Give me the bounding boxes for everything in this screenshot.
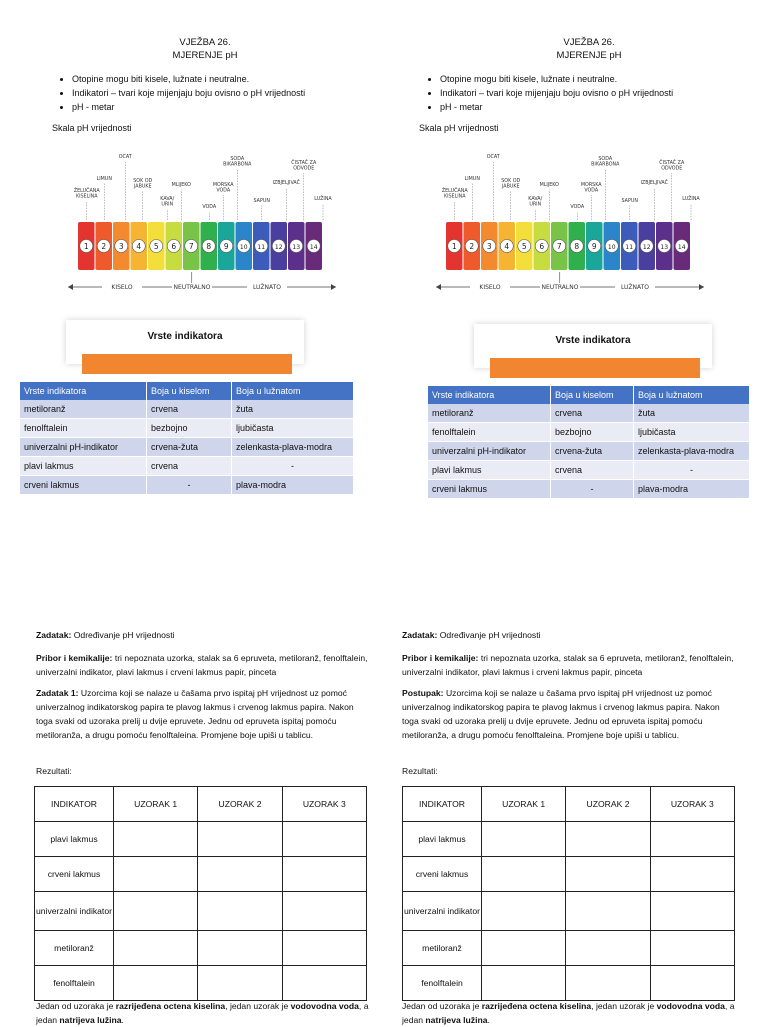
ph-number: 12	[642, 244, 651, 251]
footer-text: , jedan uzorak je	[225, 1001, 291, 1011]
base-color-header: Boja u lužnatom	[634, 386, 750, 404]
ph-number: 1	[83, 242, 89, 251]
results-header: UZORAK 2	[566, 787, 650, 822]
indicator-types-card	[66, 320, 304, 364]
label-soap: SAPUN	[621, 199, 638, 204]
indicator-label: plavi lakmus	[403, 822, 482, 857]
acid-color: crvena-žuta	[551, 442, 634, 461]
result-cell[interactable]	[282, 966, 366, 1001]
indicator-name: univerzalni pH-indikator	[20, 438, 147, 457]
label-baking-soda: SODA BIKARBONA	[223, 157, 252, 168]
exercise-title: VJEŽBA 26.	[563, 37, 615, 48]
label-baking-soda: SODA BIKARBONA	[591, 157, 620, 168]
results-header: UZORAK 1	[114, 787, 198, 822]
result-cell[interactable]	[650, 966, 734, 1001]
indicator-name: plavi lakmus	[428, 461, 551, 480]
ph-number: 7	[556, 242, 562, 251]
task-step	[36, 686, 371, 742]
table-row	[20, 476, 354, 495]
label-stomach-acid: ŽELUČANA KISELINA	[73, 189, 100, 200]
results-header: UZORAK 3	[650, 787, 734, 822]
result-cell[interactable]	[482, 892, 566, 931]
result-cell[interactable]	[566, 966, 650, 1001]
indicator-types-title: Vrste indikatora	[555, 335, 631, 346]
result-cell[interactable]	[114, 822, 198, 857]
step-text: Uzorcima koji se nalaze u čašama prvo ispitaj pH vrijednost uz pomoć univerzalnog indikatorskog papira te plavog lakmus i crvenog lakmus papira. Nakon toga svaki od uzoraka prelij u dvije epruvete. Jednu od epruveta ispitaj pomoću metiloranža, a drugu pomoću fenolftaleina. Promjene boje upiši u tablicu.	[402, 688, 720, 740]
acid-color-header: Boja u kiselom	[551, 386, 634, 404]
indicator-label: crveni lakmus	[35, 857, 114, 892]
scale-heading: Skala pH vrijednosti	[52, 123, 132, 133]
ph-number: 9	[591, 242, 597, 251]
bullet-item: • Indikatori – tvari koje mijenjaju boju ovisno o pH vrijednosti	[72, 86, 305, 100]
task-step	[402, 686, 737, 742]
label-coffee-urine: KAVA/ URIN	[528, 197, 543, 208]
bullet-item: • Otopine mogu biti kisele, lužnate i neutralne.	[72, 72, 305, 86]
results-table	[34, 786, 367, 1001]
orange-bar	[490, 358, 700, 378]
result-cell[interactable]	[114, 931, 198, 966]
ph-scale-svg	[62, 150, 342, 300]
label-drain-cleaner: ČISTAČ ZA ODVODE	[291, 161, 317, 172]
footer-bold: natrijeva lužina	[425, 1015, 488, 1025]
label-water: VODA	[202, 205, 217, 210]
indicator-label: metiloranž	[35, 931, 114, 966]
table-row	[428, 461, 750, 480]
result-cell[interactable]	[282, 931, 366, 966]
indicator-header: Vrste indikatora	[20, 382, 147, 400]
indicator-name: univerzalni pH-indikator	[428, 442, 551, 461]
results-header: UZORAK 2	[198, 787, 282, 822]
label-vinegar: OCAT	[118, 155, 132, 160]
acid-color: bezbojno	[551, 423, 634, 442]
label-apple-juice: SOK OD JABUKE	[501, 179, 521, 190]
ph-number: 6	[539, 242, 545, 251]
result-cell[interactable]	[282, 857, 366, 892]
bullet-item: • Otopine mogu biti kisele, lužnate i neutralne.	[440, 72, 673, 86]
indicator-types-title: Vrste indikatora	[147, 331, 223, 342]
label-apple-juice: SOK OD JABUKE	[133, 179, 153, 190]
materials-text: tri nepoznata uzorka, stalak sa 6 epruveta, metiloranž, fenolftalein, univerzalni indikator, plavi lakmus i crveni lakmus papir, pinceta	[36, 653, 368, 677]
label-lemon: LIMUN	[96, 177, 112, 182]
acid-color: crvena	[551, 404, 634, 423]
axis-label-neutral: NEUTRALNO	[541, 284, 579, 292]
ph-number: 2	[101, 242, 107, 251]
footer-text: .	[487, 1015, 490, 1025]
acid-color: crvena	[147, 400, 232, 419]
result-cell[interactable]	[650, 857, 734, 892]
indicator-types-card	[474, 324, 712, 368]
footer-text: .	[121, 1015, 124, 1025]
arrow-left-icon	[436, 284, 441, 290]
ph-scale-illustration	[430, 150, 710, 300]
axis-label-neutral: NEUTRALNO	[173, 284, 211, 292]
arrow-right-icon	[331, 284, 336, 290]
table-row	[35, 966, 367, 1001]
acid-color: bezbojno	[147, 419, 232, 438]
base-color: -	[634, 461, 750, 480]
indicator-table	[428, 386, 750, 499]
table-row	[403, 966, 735, 1001]
bullet-item: • pH - metar	[72, 100, 305, 114]
results-header: UZORAK 3	[282, 787, 366, 822]
result-cell[interactable]	[114, 857, 198, 892]
result-cell[interactable]	[198, 892, 282, 931]
table-row	[20, 457, 354, 476]
ph-number: 1	[451, 242, 457, 251]
worksheet-right	[384, 0, 768, 1024]
label-coffee-urine: KAVA/ URIN	[160, 197, 175, 208]
table-row	[20, 419, 354, 438]
result-cell[interactable]	[198, 822, 282, 857]
bullet-item: • Indikatori – tvari koje mijenjaju boju ovisno o pH vrijednosti	[440, 86, 673, 100]
base-color: plava-modra	[232, 476, 354, 495]
indicator-label: metiloranž	[403, 931, 482, 966]
step-label: Zadatak 1:	[36, 688, 79, 698]
orange-bar	[82, 354, 292, 374]
task-title	[36, 628, 371, 642]
arrow-left-icon	[68, 284, 73, 290]
result-cell[interactable]	[198, 931, 282, 966]
intro-bullets	[424, 72, 673, 114]
label-lye: LUŽINA	[682, 197, 700, 202]
indicator-name: fenolftalein	[428, 423, 551, 442]
results-label: Rezultati:	[36, 766, 72, 776]
label-seawater: MORSKA VODA	[580, 183, 602, 194]
materials-label: Pribor i kemikalije:	[402, 653, 479, 663]
ph-number: 7	[188, 242, 194, 251]
ph-number: 2	[469, 242, 475, 251]
footer-text: , jedan uzorak je	[591, 1001, 657, 1011]
task-label: Zadatak:	[402, 630, 438, 640]
ph-scale-illustration	[62, 150, 342, 300]
ph-number: 4	[136, 242, 142, 251]
footer-text: , a jedan	[402, 1001, 735, 1025]
indicator-label: fenolftalein	[35, 966, 114, 1001]
label-milk: MLIJEKO	[171, 183, 191, 188]
result-cell[interactable]	[114, 966, 198, 1001]
label-bleach: IZBJELJIVAČ	[272, 181, 300, 186]
ph-scale-svg	[430, 150, 710, 300]
indicator-label: fenolftalein	[403, 966, 482, 1001]
indicator-name: metiloranž	[428, 404, 551, 423]
indicator-name: crveni lakmus	[428, 480, 551, 499]
results-header: UZORAK 1	[482, 787, 566, 822]
label-bleach: IZBJELJIVAČ	[640, 181, 668, 186]
footer-text: Jedan od uzoraka je	[36, 1001, 116, 1011]
results-table	[402, 786, 735, 1001]
table-row	[428, 404, 750, 423]
ph-number: 8	[574, 242, 580, 251]
axis-label-acidic: KISELO	[111, 284, 133, 292]
task-text: Određivanje pH vrijednosti	[73, 630, 175, 640]
materials-text: tri nepoznata uzorka, stalak sa 6 epruveta, metiloranž, fenolftalein, univerzalni indikator, plavi lakmus i crveni lakmus papir, pinceta	[402, 653, 734, 677]
table-row	[35, 931, 367, 966]
indicator-label: univerzalni indikator	[403, 892, 482, 931]
base-color-header: Boja u lužnatom	[232, 382, 354, 400]
scale-heading: Skala pH vrijednosti	[419, 123, 499, 133]
base-color: -	[232, 457, 354, 476]
table-row	[403, 931, 735, 966]
label-seawater: MORSKA VODA	[212, 183, 234, 194]
result-cell[interactable]	[566, 892, 650, 931]
ph-number: 13	[660, 244, 669, 251]
exercise-title: VJEŽBA 26.	[179, 37, 231, 48]
result-cell[interactable]	[482, 857, 566, 892]
result-cell[interactable]	[114, 892, 198, 931]
step-label: Postupak:	[402, 688, 444, 698]
label-lemon: LIMUN	[464, 177, 480, 182]
ph-number: 14	[309, 244, 318, 251]
ph-number: 11	[257, 244, 266, 251]
result-cell[interactable]	[282, 822, 366, 857]
result-cell[interactable]	[282, 892, 366, 931]
acid-color: crvena-žuta	[147, 438, 232, 457]
label-lye: LUŽINA	[314, 197, 332, 202]
label-water: VODA	[570, 205, 585, 210]
axis-label-basic: LUŽNATO	[253, 284, 281, 292]
ph-number: 11	[625, 244, 634, 251]
results-label: Rezultati:	[402, 766, 438, 776]
ph-number: 3	[486, 242, 492, 251]
indicator-name: plavi lakmus	[20, 457, 147, 476]
ph-number: 10	[607, 244, 616, 251]
acid-color: crvena	[147, 457, 232, 476]
table-row	[428, 442, 750, 461]
table-row	[403, 857, 735, 892]
label-soap: SAPUN	[253, 199, 270, 204]
base-color: žuta	[232, 400, 354, 419]
task-text: Određivanje pH vrijednosti	[439, 630, 541, 640]
worksheet-left	[0, 0, 384, 1024]
base-color: zelenkasta-plava-modra	[634, 442, 750, 461]
table-row	[35, 822, 367, 857]
worksheet-header	[40, 36, 370, 62]
table-row	[428, 423, 750, 442]
indicator-label: crveni lakmus	[403, 857, 482, 892]
arrow-right-icon	[699, 284, 704, 290]
result-cell[interactable]	[198, 966, 282, 1001]
ph-number: 8	[206, 242, 212, 251]
task-title	[402, 628, 737, 642]
result-cell[interactable]	[482, 822, 566, 857]
result-cell[interactable]	[566, 857, 650, 892]
ph-number: 6	[171, 242, 177, 251]
indicator-label: univerzalni indikator	[35, 892, 114, 931]
materials	[36, 651, 371, 679]
footer-text: , a jedan	[36, 1001, 369, 1025]
acid-color: crvena	[551, 461, 634, 480]
footer-text: Jedan od uzoraka je	[402, 1001, 482, 1011]
indicator-label: plavi lakmus	[35, 822, 114, 857]
step-text: Uzorcima koji se nalaze u čašama prvo ispitaj pH vrijednost uz pomoć univerzalnog indikatorskog papira te plavog lakmus i crvenog lakmus papira. Nakon toga svaki od uzoraka prelij u dvije epruvete. Jednu od epruveta ispitaj pomoću metiloranža, a drugu pomoću fenolftaleina. Promjene boje upiši u tablicu.	[36, 688, 354, 740]
footer-bold: razrijeđena octena kiselina	[481, 1001, 592, 1011]
result-cell[interactable]	[650, 931, 734, 966]
table-row	[403, 822, 735, 857]
result-cell[interactable]	[482, 966, 566, 1001]
label-drain-cleaner: ČISTAČ ZA ODVODE	[659, 161, 685, 172]
indicator-header: Vrste indikatora	[428, 386, 551, 404]
base-color: ljubičasta	[634, 423, 750, 442]
base-color: plava-modra	[634, 480, 750, 499]
indicator-table	[20, 382, 354, 495]
footer-bold: natrijeva lužina	[59, 1015, 122, 1025]
ph-number: 9	[223, 242, 229, 251]
table-row	[35, 892, 367, 931]
ph-number: 14	[677, 244, 686, 251]
result-cell[interactable]	[482, 931, 566, 966]
label-milk: MLIJEKO	[539, 183, 559, 188]
acid-color: -	[147, 476, 232, 495]
indicator-name: crveni lakmus	[20, 476, 147, 495]
footer-note	[402, 999, 737, 1027]
indicator-name: metiloranž	[20, 400, 147, 419]
footer-note	[36, 999, 371, 1027]
axis-label-basic: LUŽNATO	[621, 284, 649, 292]
label-stomach-acid: ŽELUČANA KISELINA	[441, 189, 468, 200]
base-color: žuta	[634, 404, 750, 423]
materials	[402, 651, 737, 679]
result-cell[interactable]	[650, 892, 734, 931]
ph-number: 13	[292, 244, 301, 251]
footer-bold: vodovodna voda	[656, 1001, 725, 1011]
ph-number: 4	[504, 242, 510, 251]
ph-number: 5	[153, 242, 159, 251]
task-label: Zadatak:	[36, 630, 72, 640]
result-cell[interactable]	[650, 822, 734, 857]
base-color: zelenkasta-plava-modra	[232, 438, 354, 457]
result-cell[interactable]	[566, 931, 650, 966]
table-row	[428, 480, 750, 499]
label-vinegar: OCAT	[486, 155, 500, 160]
result-cell[interactable]	[198, 857, 282, 892]
results-header: INDIKATOR	[35, 787, 114, 822]
table-row	[403, 892, 735, 931]
footer-bold: razrijeđena octena kiselina	[115, 1001, 226, 1011]
axis-label-acidic: KISELO	[479, 284, 501, 292]
bullet-item: • pH - metar	[440, 100, 673, 114]
base-color: ljubičasta	[232, 419, 354, 438]
acid-color: -	[551, 480, 634, 499]
ph-number: 3	[118, 242, 124, 251]
indicator-name: fenolftalein	[20, 419, 147, 438]
intro-bullets	[56, 72, 305, 114]
exercise-subtitle: MJERENJE pH	[172, 50, 238, 61]
worksheet-header	[424, 36, 754, 62]
results-header: INDIKATOR	[403, 787, 482, 822]
exercise-subtitle: MJERENJE pH	[556, 50, 622, 61]
table-row	[20, 400, 354, 419]
ph-number: 10	[239, 244, 248, 251]
result-cell[interactable]	[566, 822, 650, 857]
table-row	[20, 438, 354, 457]
footer-bold: vodovodna voda	[290, 1001, 359, 1011]
materials-label: Pribor i kemikalije:	[36, 653, 113, 663]
ph-number: 12	[274, 244, 283, 251]
acid-color-header: Boja u kiselom	[147, 382, 232, 400]
table-row	[35, 857, 367, 892]
ph-number: 5	[521, 242, 527, 251]
